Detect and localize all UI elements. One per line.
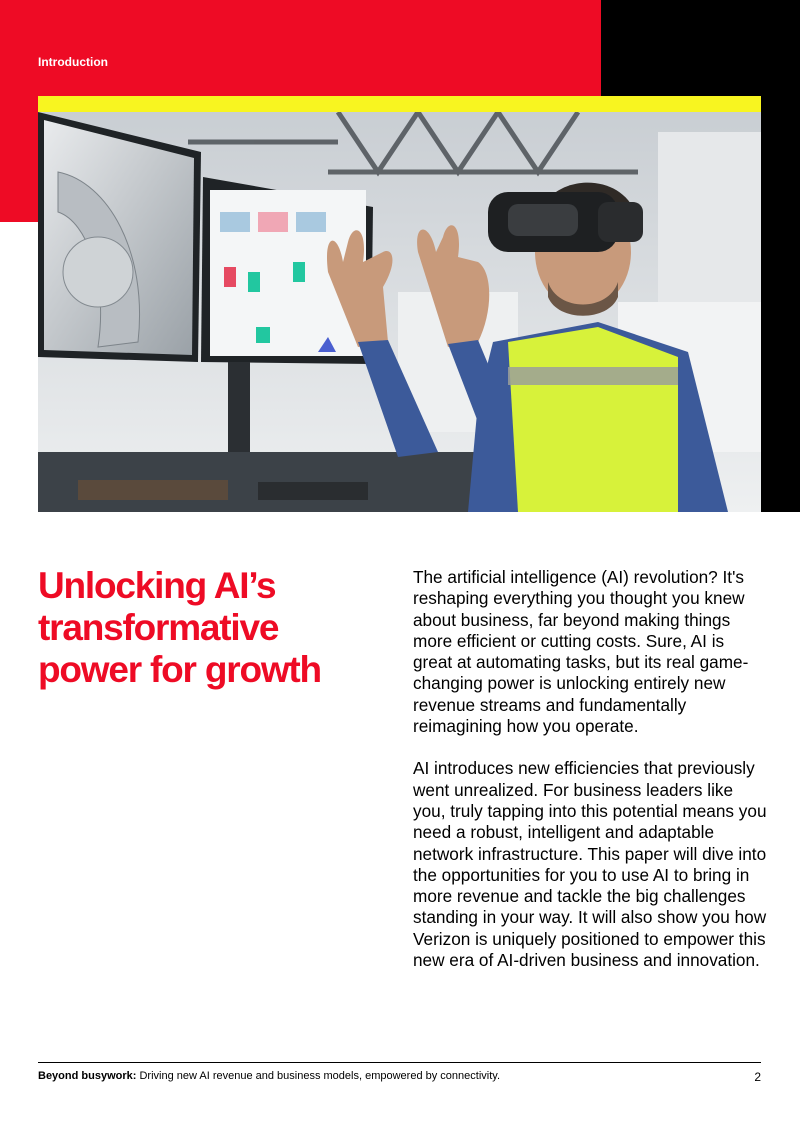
footer-divider [38,1062,761,1063]
footer-document-title [38,1070,500,1082]
vr-headset-engineer-illustration [38,112,761,512]
hero-photo [38,112,761,512]
body-copy [413,567,768,992]
page-headline [38,565,378,691]
yellow-accent-bar [38,96,761,112]
headline-line-2: transformative [38,607,279,648]
body-paragraph-2: AI introduces new efficiencies that previously went unrealized. For business leaders like you, truly tapping into this potential means you need a robust, intelligent and adaptable network infrastructure. This paper will dive into the opportunities for you to use AI to bring in more revenue and tackle the big challenges standing in your way. It will also show you how Verizon is uniquely positioned to empower this new era of AI-driven business and innovation. [413,758,767,971]
headline-line-3: power for growth [38,649,321,690]
footer-title-rest: Driving new AI revenue and business models, empowered by connectivity. [136,1070,501,1082]
body-paragraph-1: The artificial intelligence (AI) revolution? It's reshaping everything you thought you knew about business, far beyond making things more efficient or cutting costs. Sure, AI is great at automating tasks, but its real game-changing power is unlocking entirely new revenue streams and fundamentally reimagining how you operate. [413,567,749,737]
footer-title-bold: Beyond busywork: [38,1070,137,1082]
page-number: 2 [754,1070,761,1084]
headline-line-1: Unlocking AI’s [38,565,276,606]
section-label: Introduction [38,55,108,69]
